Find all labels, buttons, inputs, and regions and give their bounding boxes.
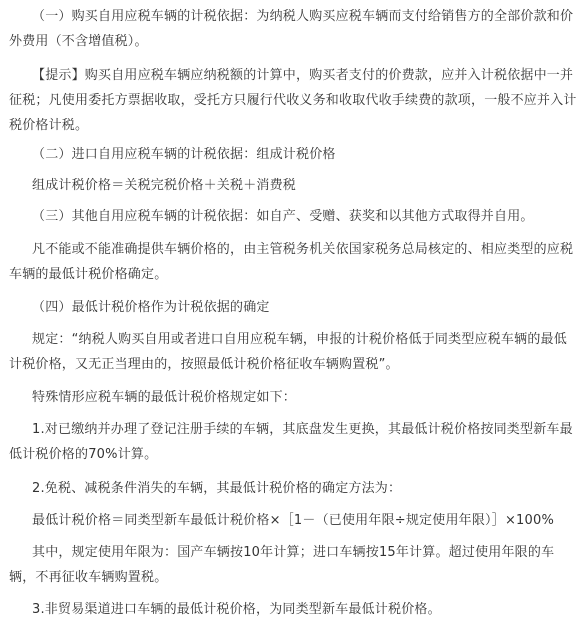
- paragraph-special-cases: 特殊情形应税车辆的最低计税价格规定如下：: [32, 390, 297, 405]
- paragraph-service-life: 其中，规定使用年限为：国产车辆按10年计算；进口车辆按15年计算。超过使用年限的车辆，不再征收车辆购置税。: [9, 545, 555, 585]
- paragraph-composite-price-formula: 组成计税价格＝关税完税价格＋关税＋消费税: [32, 178, 297, 193]
- paragraph-tip: 【提示】购买自用应税车辆应纳税额的计算中，购买者支付的价费款，应并入计税依据中一并征税；凡使用委托方票据收取，受托方只履行代收义务和收取代收手续费的款项，一般不应并入计税价格计税。: [9, 68, 577, 133]
- paragraph-item-1: 1.对已缴纳并办理了登记注册手续的车辆，其底盘发生更换，其最低计税价格按同类型新车最低计税价格的70%计算。: [9, 422, 573, 462]
- paragraph-no-price: 凡不能或不能准确提供车辆价格的，由主管税务机关依国家税务总局核定的、相应类型的应税车辆的最低计税价格确定。: [9, 242, 574, 282]
- paragraph-other-basis: （三）其他自用应税车辆的计税依据：如自产、受赠、获奖和以其他方式取得并自用。: [32, 209, 534, 224]
- paragraph-import-basis: （二）进口自用应税车辆的计税依据：组成计税价格: [32, 147, 336, 162]
- paragraph-item-3: 3.非贸易渠道进口车辆的最低计税价格，为同类型新车最低计税价格。: [32, 602, 441, 617]
- paragraph-regulation: 规定：“纳税人购买自用或者进口自用应税车辆，申报的计税价格低于同类型应税车辆的最低计税价格，又无正当理由的，按照最低计税价格征收车辆购置税”。: [9, 332, 567, 372]
- paragraph-purchase-basis: （一）购买自用应税车辆的计税依据：为纳税人购买应税车辆而支付给销售方的全部价款和价外费用（不含增值税）。: [9, 9, 574, 49]
- paragraph-depreciation-formula: 最低计税价格＝同类型新车最低计税价格×［1－（已使用年限÷规定使用年限）］×100%: [32, 513, 555, 528]
- paragraph-item-2: 2.免税、减税条件消失的车辆，其最低计税价格的确定方法为：: [32, 481, 402, 496]
- paragraph-minimum-price-heading: （四）最低计税价格作为计税依据的确定: [32, 300, 270, 315]
